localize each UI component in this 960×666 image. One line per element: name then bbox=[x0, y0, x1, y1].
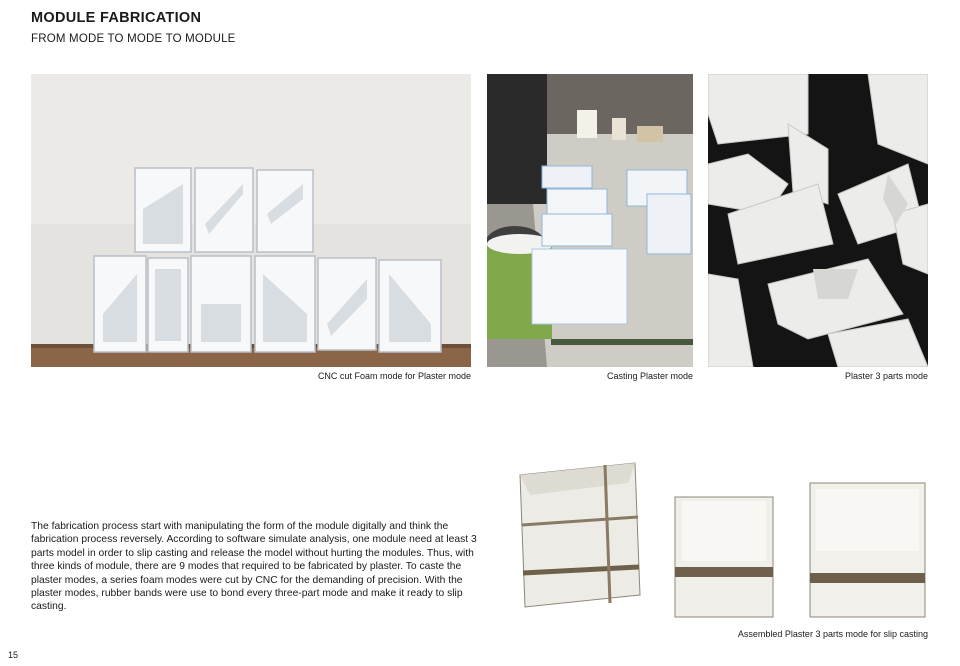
foam-modes-photo bbox=[31, 74, 471, 367]
body-paragraph: The fabrication process start with manipulating the form of the module digitally and think the fabrication process reversely. According to software simulate analysis, one module need at least 3 parts model in order to slip casting and release the model without hurting the modules. Thus, with three kinds of module, there are 9 modes that required to be fabricated by plaster. To caste the plaster modes, a series foam modes were cut by CNC for the demanding of precision. With the plaster modes, rubber bands were use to bond every three-part mode and make it ready to slip casting. bbox=[31, 521, 477, 613]
page-title: MODULE FABRICATION bbox=[31, 10, 202, 26]
photo-caption: Assembled Plaster 3 parts mode for slip casting bbox=[737, 629, 928, 639]
photo-caption: Plaster 3 parts mode bbox=[844, 371, 928, 381]
photo-caption: Casting Plaster mode bbox=[606, 371, 693, 381]
assembled-modes-photo bbox=[510, 455, 930, 625]
page-subtitle: FROM MODE TO MODE TO MODULE bbox=[31, 33, 236, 45]
casting-workshop-photo bbox=[487, 74, 693, 367]
plaster-parts-photo bbox=[708, 74, 928, 367]
photo-caption: CNC cut Foam mode for Plaster mode bbox=[317, 371, 471, 381]
page-number: 15 bbox=[8, 650, 19, 660]
